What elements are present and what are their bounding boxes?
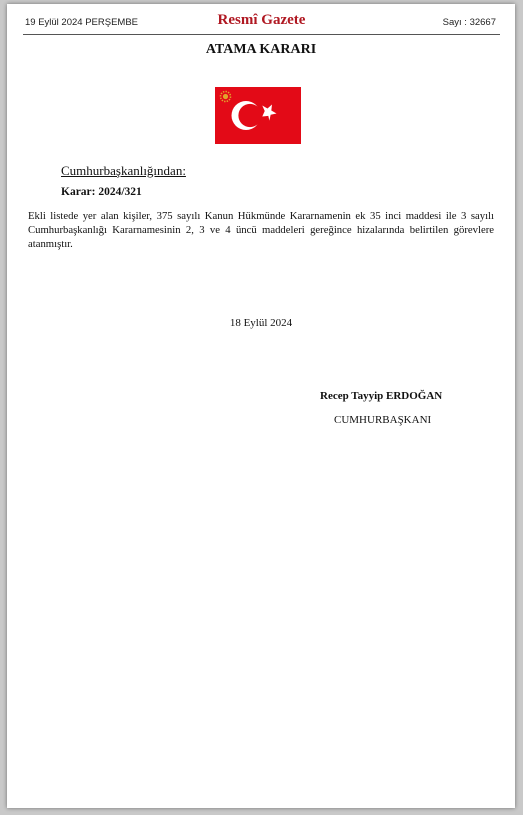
header-date: 19 Eylül 2024 PERŞEMBE: [25, 17, 139, 28]
header-issue-number: Sayı : 32667: [442, 17, 496, 28]
gazette-title: Resmî Gazete: [217, 12, 306, 28]
decision-number: Karar: 2024/321: [61, 186, 142, 198]
signatory-name: Recep Tayyip ERDOĞAN: [320, 390, 443, 402]
signature-date: 18 Eylül 2024: [229, 317, 293, 329]
document-title: ATAMA KARARI: [205, 42, 317, 57]
decision-body: Ekli listede yer alan kişiler, 375 sayılı Kanun Hükmünde Kararnamenin ek 35 inci maddesi ile 3 sayılı Cumhurbaşkanlığı Kararnamesinin 2, 3 ve 4 üncü maddeleri gereğince hizalarında belirtilen görevlere atanmıştır.: [28, 210, 494, 250]
issuing-authority: Cumhurbaşkanlığından:: [61, 163, 186, 178]
flag-crescent-inner: [238, 104, 261, 127]
turkish-flag-icon: [215, 87, 301, 144]
header-divider: [23, 34, 500, 35]
gazette-page: [7, 4, 515, 808]
gazette-header: [23, 12, 500, 36]
signatory-title: CUMHURBAŞKANI: [334, 414, 432, 426]
